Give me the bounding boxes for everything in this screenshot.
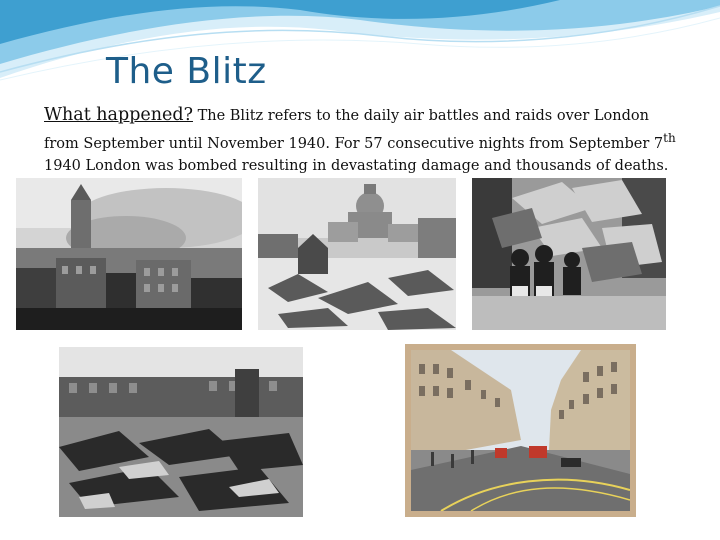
body-text-part-2: 1940 London was bombed resulting in devastating damage and thousands of deaths. — [44, 157, 669, 174]
photo-curved-street-image — [411, 350, 630, 511]
lead-question: What happened? — [44, 105, 193, 125]
photo-curved-street — [405, 344, 636, 517]
body-text-part-1: The Blitz refers to the daily air battles and raids over London from September until November 1940. For 57 consecutive nights from September 7 — [44, 108, 664, 152]
slide-title: The Blitz — [106, 51, 267, 92]
photo-children-on-rubble — [472, 178, 666, 330]
photo-burning-city-image — [16, 178, 242, 330]
photo-children-on-rubble-image — [472, 178, 666, 330]
body-paragraph — [44, 104, 684, 177]
photo-burning-city — [16, 178, 242, 330]
photo-rubble-street-image — [59, 347, 303, 517]
photo-bombed-cathedral — [258, 178, 456, 330]
photo-bombed-cathedral-image — [258, 178, 456, 330]
ordinal-suffix: th — [663, 131, 676, 145]
photo-rubble-street — [59, 347, 303, 517]
